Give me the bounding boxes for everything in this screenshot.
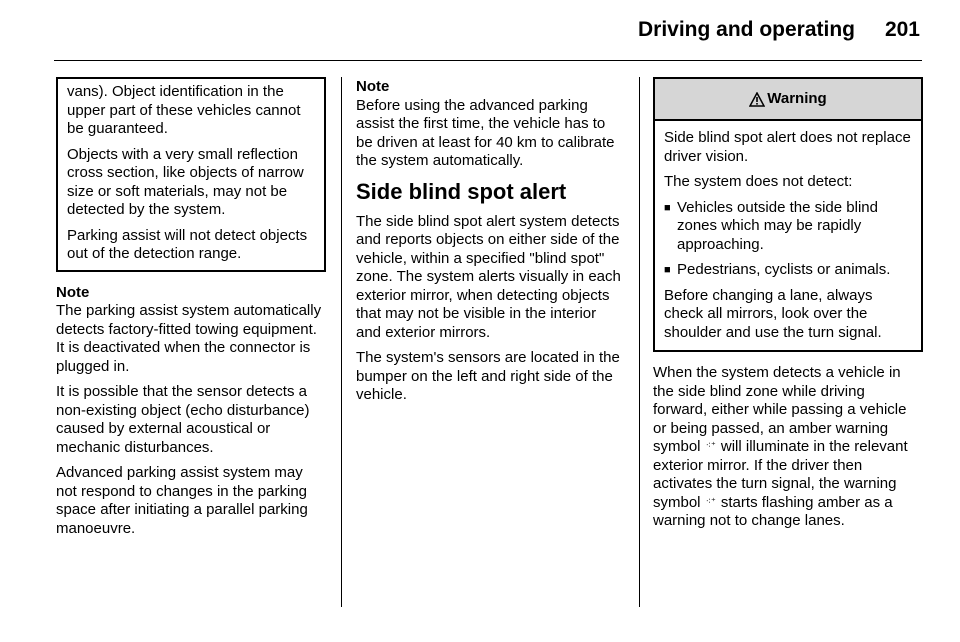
column-2 [356,78,624,412]
body-text: starts flashing amber as a warning not to change lanes. [653,493,893,529]
warning-paragraph: The system does not detect: [664,173,853,190]
box-paragraph: vans). Object identification in the upper part of these vehicles cannot be guaranteed. [67,83,301,137]
warning-title: Warning [767,89,827,107]
warning-box [653,77,923,352]
column-1 [56,77,326,545]
box-paragraph: Parking assist will not detect objects out of the detection range. [67,226,308,262]
body-text: When the system detects a vehicle in the side blind zone while driving forward, either while passing a vehicle or being passed, an amber warning symbol [653,364,907,455]
column-3 [653,77,923,538]
bullet-text: Pedestrians, cyclists or animals. [677,261,891,278]
blind-spot-warning-icon: ⁖⁺ [705,440,716,450]
warning-bullet [664,261,912,280]
blind-spot-warning-icon: ⁖⁺ [705,495,716,506]
bullet-square-icon: ■ [664,201,671,214]
note-paragraph: Advanced parking assist system may not respond to changes in the parking space after initiating a parallel parking manoeuvre. [56,464,308,537]
warning-body [655,121,921,350]
warning-triangle-icon [749,92,765,107]
bullet-square-icon: ■ [664,264,671,276]
note-paragraph: Before using the advanced parking assist the first time, the vehicle has to be driven at least for 40 km to calibrate the system automatically. [356,96,615,169]
body-paragraph [653,364,923,531]
header-rule [54,60,922,61]
section-heading: Side blind spot alert [356,178,567,204]
column-divider-2 [639,77,640,607]
continued-text-box [56,77,326,272]
warning-bullet [664,199,912,255]
warning-paragraph: Before changing a lane, always check all mirrors, look over the shoulder and use the turn signal. [664,286,882,341]
column-divider-1 [341,77,342,607]
body-text: will illuminate in the relevant exterior mirror. If the driver then activates the turn signal, the warning symbol [653,438,908,511]
note-label: Note [56,283,90,301]
note-paragraph: It is possible that the sensor detects a non-existing object (echo disturbance) caused by external acoustical or mechanic disturbances. [56,383,310,456]
body-paragraph: The side blind spot alert system detects and reports objects on either side of the vehicle, within a specified "blind spot" zone. The system alerts visually in each exterior mirror, when detecting objects that may not be visible in the interior and exterior mirrors. [356,212,621,341]
bullet-text: Vehicles outside the side blind zones which may be rapidly approaching. [677,198,878,253]
note-paragraph: The parking assist system automatically detects factory-fitted towing equipment. It is deactivated when the connector is plugged in. [56,302,322,375]
warning-paragraph: Side blind spot alert does not replace driver vision. [664,129,911,165]
page-number: 201 [884,18,920,41]
warning-header [655,79,921,121]
note-label: Note [356,78,390,95]
body-paragraph: The system's sensors are located in the bumper on the left and right side of the vehicle. [356,349,620,403]
page-header-title: Driving and operating [637,18,855,41]
box-paragraph: Objects with a very small reflection cross section, like objects of narrow size or soft materials, may not be detected by the system. [67,145,304,218]
